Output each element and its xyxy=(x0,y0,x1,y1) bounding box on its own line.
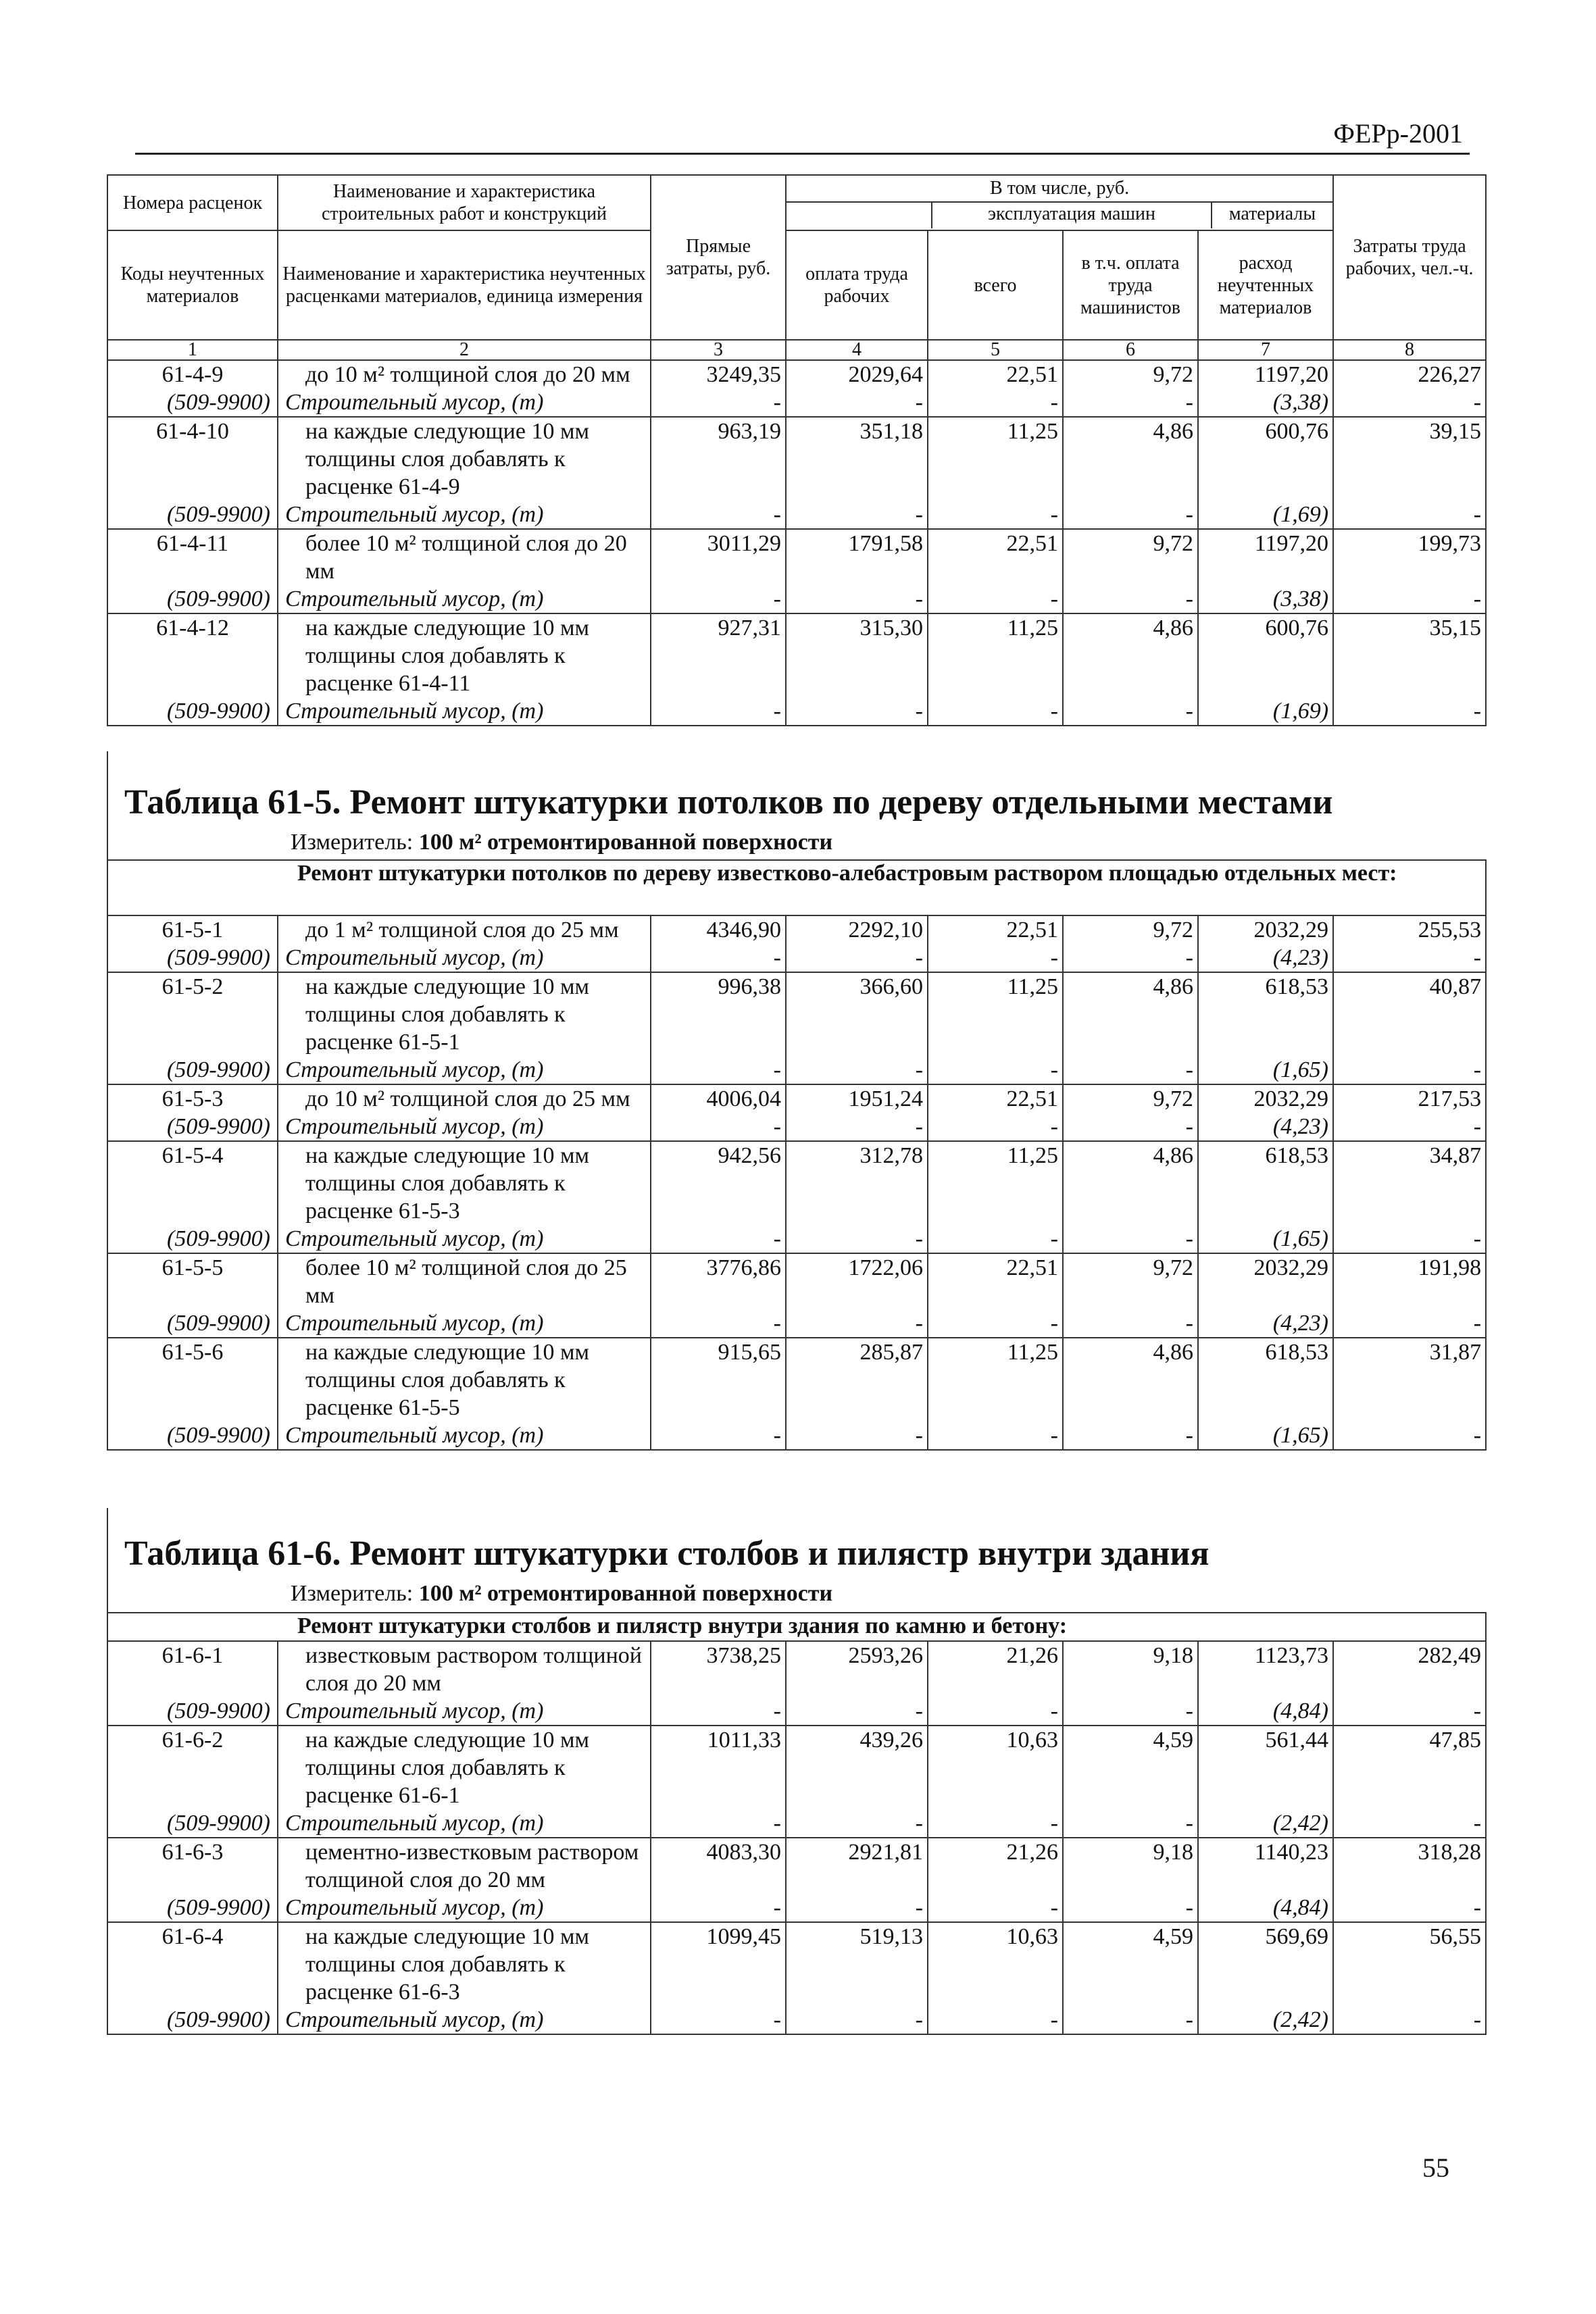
material-cell-hours: - xyxy=(1333,1056,1486,1084)
material-cell-labor: - xyxy=(786,1225,928,1253)
cell-code: 61-4-10 xyxy=(107,417,278,501)
material-cell-mach_labor: - xyxy=(1063,1056,1198,1084)
cell-labor: 315,30 xyxy=(786,613,928,697)
material-cell-mat: (1,65) xyxy=(1198,1422,1333,1450)
material-cell-mach: - xyxy=(928,697,1063,726)
measure-label: Измеритель: xyxy=(291,830,414,855)
material-cell-name: Строительный мусор, (т) xyxy=(278,697,651,726)
material-cell-mach: - xyxy=(928,2006,1063,2034)
measure-value: 100 м² отремонтированной поверхности xyxy=(418,1581,833,1606)
cell-mach_labor: 4,59 xyxy=(1063,1922,1198,2006)
cell-code: 61-5-5 xyxy=(107,1253,278,1309)
material-row xyxy=(107,501,1486,529)
cell-mat: 569,69 xyxy=(1198,1922,1333,2006)
material-cell-mach: - xyxy=(928,1113,1063,1141)
material-cell-mach_labor: - xyxy=(1063,501,1198,529)
hdr-machines: эксплуатация машин xyxy=(931,203,1212,228)
material-cell-name: Строительный мусор, (т) xyxy=(278,944,651,972)
material-cell-direct: - xyxy=(651,697,786,726)
measure-label: Измеритель: xyxy=(291,1581,414,1606)
section-title-61-5: Таблица 61-5. Ремонт штукатурки потолков по дереву отдельными местами xyxy=(124,783,1333,822)
material-cell-direct: - xyxy=(651,1225,786,1253)
material-cell-mach_labor: - xyxy=(1063,1809,1198,1838)
material-cell-name: Строительный мусор, (т) xyxy=(278,2006,651,2034)
material-cell-direct: - xyxy=(651,1422,786,1450)
page-header xyxy=(135,115,1470,155)
rates-table-61-6 xyxy=(107,1612,1487,2035)
cell-labor: 1722,06 xyxy=(786,1253,928,1309)
material-cell-direct: - xyxy=(651,1056,786,1084)
cell-mach: 11,25 xyxy=(928,972,1063,1056)
cell-direct: 4006,04 xyxy=(651,1084,786,1113)
cell-mach_labor: 9,72 xyxy=(1063,360,1198,388)
group-heading: Ремонт штукатурки потолков по дереву известково-алебастровым раствором площадью отдельных мест: xyxy=(107,860,1486,915)
cell-mach: 21,26 xyxy=(928,1641,1063,1697)
material-row xyxy=(107,944,1486,972)
cell-mach_labor: 9,72 xyxy=(1063,1084,1198,1113)
material-cell-name: Строительный мусор, (т) xyxy=(278,1422,651,1450)
cell-name: на каждые следующие 10 мм толщины слоя добавлять к расценке 61-6-1 xyxy=(278,1726,651,1809)
material-cell-mach: - xyxy=(928,1056,1063,1084)
material-cell-direct: - xyxy=(651,1113,786,1141)
material-cell-hours: - xyxy=(1333,944,1486,972)
table-header xyxy=(107,175,1486,360)
rate-row xyxy=(107,1838,1486,1894)
material-cell-labor: - xyxy=(786,585,928,613)
cell-name: до 10 м² толщиной слоя до 20 мм xyxy=(278,360,651,388)
material-cell-mach: - xyxy=(928,944,1063,972)
hdr-worker-pay: оплата труда рабочих xyxy=(786,230,928,340)
cell-mach: 11,25 xyxy=(928,1141,1063,1225)
rate-row xyxy=(107,417,1486,501)
cell-mach_labor: 4,86 xyxy=(1063,417,1198,501)
material-cell-mach: - xyxy=(928,1894,1063,1922)
material-cell-mach_labor: - xyxy=(1063,1113,1198,1141)
cell-mat: 618,53 xyxy=(1198,972,1333,1056)
cell-code: 61-4-12 xyxy=(107,613,278,697)
cell-direct: 4083,30 xyxy=(651,1838,786,1894)
col-number: 7 xyxy=(1198,340,1333,360)
material-cell-mach_labor: - xyxy=(1063,697,1198,726)
material-cell-direct: - xyxy=(651,1697,786,1726)
cell-hours: 31,87 xyxy=(1333,1338,1486,1422)
group-heading: Ремонт штукатурки столбов и пилястр внутри здания по камню и бетону: xyxy=(107,1613,1486,1641)
material-cell-direct: - xyxy=(651,1309,786,1338)
material-cell-mach_labor: - xyxy=(1063,388,1198,417)
material-cell-labor: - xyxy=(786,1697,928,1726)
material-cell-mach_labor: - xyxy=(1063,1697,1198,1726)
cell-labor: 439,26 xyxy=(786,1726,928,1809)
cell-mat: 1197,20 xyxy=(1198,360,1333,388)
material-cell-labor: - xyxy=(786,1113,928,1141)
rate-row xyxy=(107,915,1486,944)
col-number: 8 xyxy=(1333,340,1486,360)
cell-mach_labor: 4,59 xyxy=(1063,1726,1198,1809)
cell-mach: 10,63 xyxy=(928,1726,1063,1809)
material-cell-name: Строительный мусор, (т) xyxy=(278,1056,651,1084)
material-cell-name: Строительный мусор, (т) xyxy=(278,1113,651,1141)
cell-mat: 1123,73 xyxy=(1198,1641,1333,1697)
col-number: 6 xyxy=(1063,340,1198,360)
material-cell-mat: (3,38) xyxy=(1198,388,1333,417)
material-cell-hours: - xyxy=(1333,1894,1486,1922)
cell-mach_labor: 9,18 xyxy=(1063,1641,1198,1697)
material-cell-code: (509-9900) xyxy=(107,944,278,972)
section-measure-61-5 xyxy=(291,830,832,855)
material-cell-labor: - xyxy=(786,1309,928,1338)
cell-labor: 351,18 xyxy=(786,417,928,501)
material-cell-code: (509-9900) xyxy=(107,501,278,529)
cell-mach_labor: 9,72 xyxy=(1063,915,1198,944)
hdr-col1-top: Номера расценок xyxy=(107,175,278,230)
cell-code: 61-6-3 xyxy=(107,1838,278,1894)
material-cell-name: Строительный мусор, (т) xyxy=(278,1809,651,1838)
material-cell-labor: - xyxy=(786,2006,928,2034)
material-cell-labor: - xyxy=(786,501,928,529)
cell-mach: 22,51 xyxy=(928,1253,1063,1309)
material-cell-mat: (4,23) xyxy=(1198,1113,1333,1141)
cell-name: до 10 м² толщиной слоя до 25 мм xyxy=(278,1084,651,1113)
material-cell-mach_labor: - xyxy=(1063,1894,1198,1922)
material-cell-name: Строительный мусор, (т) xyxy=(278,388,651,417)
cell-direct: 4346,90 xyxy=(651,915,786,944)
rates-table-61-4 xyxy=(107,174,1487,726)
cell-labor: 2593,26 xyxy=(786,1641,928,1697)
material-cell-mat: (1,69) xyxy=(1198,697,1333,726)
cell-mach_labor: 9,72 xyxy=(1063,529,1198,585)
material-cell-mach_labor: - xyxy=(1063,944,1198,972)
cell-code: 61-6-2 xyxy=(107,1726,278,1809)
material-cell-mach_labor: - xyxy=(1063,1225,1198,1253)
material-cell-mach_labor: - xyxy=(1063,585,1198,613)
cell-direct: 1099,45 xyxy=(651,1922,786,2006)
cell-name: на каждые следующие 10 мм толщины слоя добавлять к расценке 61-5-3 xyxy=(278,1141,651,1225)
material-cell-code: (509-9900) xyxy=(107,1894,278,1922)
material-cell-mat: (4,84) xyxy=(1198,1697,1333,1726)
cell-hours: 226,27 xyxy=(1333,360,1486,388)
material-row xyxy=(107,1894,1486,1922)
material-cell-name: Строительный мусор, (т) xyxy=(278,1309,651,1338)
cell-direct: 927,31 xyxy=(651,613,786,697)
cell-mach_labor: 9,72 xyxy=(1063,1253,1198,1309)
material-row xyxy=(107,1697,1486,1726)
material-row xyxy=(107,1225,1486,1253)
material-cell-name: Строительный мусор, (т) xyxy=(278,585,651,613)
cell-name: более 10 м² толщиной слоя до 25 мм xyxy=(278,1253,651,1309)
hdr-worker-hours: Затраты труда рабочих, чел.-ч. xyxy=(1333,175,1486,340)
material-cell-name: Строительный мусор, (т) xyxy=(278,1697,651,1726)
material-row xyxy=(107,1422,1486,1450)
hdr-incl xyxy=(786,175,1333,230)
measure-value: 100 м² отремонтированной поверхности xyxy=(418,830,833,855)
material-cell-mach: - xyxy=(928,1225,1063,1253)
rate-row xyxy=(107,1726,1486,1809)
hdr-machinists-pay: в т.ч. оплата труда машинистов xyxy=(1063,230,1198,340)
material-cell-labor: - xyxy=(786,1809,928,1838)
cell-mat: 1197,20 xyxy=(1198,529,1333,585)
material-cell-code: (509-9900) xyxy=(107,1056,278,1084)
material-cell-labor: - xyxy=(786,944,928,972)
cell-hours: 217,53 xyxy=(1333,1084,1486,1113)
cell-labor: 2921,81 xyxy=(786,1838,928,1894)
material-row xyxy=(107,2006,1486,2034)
cell-mat: 561,44 xyxy=(1198,1726,1333,1809)
col-number: 4 xyxy=(786,340,928,360)
rate-row xyxy=(107,613,1486,697)
cell-mach_labor: 4,86 xyxy=(1063,972,1198,1056)
cell-name: известковым раствором толщиной слоя до 20 мм xyxy=(278,1641,651,1697)
material-cell-labor: - xyxy=(786,1422,928,1450)
cell-name: более 10 м² толщиной слоя до 20 мм xyxy=(278,529,651,585)
col-number: 1 xyxy=(107,340,278,360)
rate-row xyxy=(107,1084,1486,1113)
cell-hours: 34,87 xyxy=(1333,1141,1486,1225)
material-cell-direct: - xyxy=(651,1894,786,1922)
cell-direct: 996,38 xyxy=(651,972,786,1056)
section-title-61-6: Таблица 61-6. Ремонт штукатурки столбов и пилястр внутри здания xyxy=(124,1534,1210,1573)
material-cell-mat: (4,23) xyxy=(1198,1309,1333,1338)
cell-direct: 942,56 xyxy=(651,1141,786,1225)
cell-mat: 1140,23 xyxy=(1198,1838,1333,1894)
material-row xyxy=(107,1113,1486,1141)
cell-direct: 3738,25 xyxy=(651,1641,786,1697)
material-row xyxy=(107,1056,1486,1084)
material-cell-labor: - xyxy=(786,388,928,417)
cell-code: 61-6-4 xyxy=(107,1922,278,2006)
material-cell-mat: (3,38) xyxy=(1198,585,1333,613)
material-row xyxy=(107,1309,1486,1338)
material-cell-direct: - xyxy=(651,944,786,972)
material-cell-labor: - xyxy=(786,697,928,726)
material-cell-code: (509-9900) xyxy=(107,1225,278,1253)
rate-row xyxy=(107,972,1486,1056)
table-body xyxy=(107,1641,1486,2034)
material-cell-labor: - xyxy=(786,1056,928,1084)
hdr-col2-top: Наименование и характеристика строительных работ и конструкций xyxy=(278,175,651,230)
material-cell-direct: - xyxy=(651,501,786,529)
cell-code: 61-5-3 xyxy=(107,1084,278,1113)
cell-mach: 22,51 xyxy=(928,529,1063,585)
material-cell-code: (509-9900) xyxy=(107,1697,278,1726)
material-cell-hours: - xyxy=(1333,1309,1486,1338)
material-cell-direct: - xyxy=(651,585,786,613)
cell-direct: 963,19 xyxy=(651,417,786,501)
material-cell-code: (509-9900) xyxy=(107,1422,278,1450)
cell-mach: 11,25 xyxy=(928,613,1063,697)
cell-name: на каждые следующие 10 мм толщины слоя добавлять к расценке 61-6-3 xyxy=(278,1922,651,2006)
material-cell-name: Строительный мусор, (т) xyxy=(278,1225,651,1253)
cell-direct: 3249,35 xyxy=(651,360,786,388)
material-cell-mat: (4,84) xyxy=(1198,1894,1333,1922)
cell-mat: 2032,29 xyxy=(1198,1253,1333,1309)
material-cell-code: (509-9900) xyxy=(107,2006,278,2034)
hdr-col2-bottom: Наименование и характеристика неучтенных расценками материалов, единица измерения xyxy=(278,230,651,340)
material-cell-mach_labor: - xyxy=(1063,1309,1198,1338)
table-body xyxy=(107,915,1486,1450)
cell-mach: 11,25 xyxy=(928,1338,1063,1422)
cell-name: до 1 м² толщиной слоя до 25 мм xyxy=(278,915,651,944)
material-cell-hours: - xyxy=(1333,1113,1486,1141)
hdr-col1-bottom: Коды неучтенных материалов xyxy=(107,230,278,340)
cell-code: 61-5-4 xyxy=(107,1141,278,1225)
material-cell-labor: - xyxy=(786,1894,928,1922)
hdr-incl-label: В том числе, руб. xyxy=(787,177,1332,203)
cell-hours: 35,15 xyxy=(1333,613,1486,697)
cell-mat: 2032,29 xyxy=(1198,915,1333,944)
cell-code: 61-5-2 xyxy=(107,972,278,1056)
cell-direct: 3776,86 xyxy=(651,1253,786,1309)
cell-direct: 1011,33 xyxy=(651,1726,786,1809)
material-cell-mat: (1,65) xyxy=(1198,1225,1333,1253)
material-cell-direct: - xyxy=(651,1809,786,1838)
cell-labor: 2029,64 xyxy=(786,360,928,388)
cell-mat: 2032,29 xyxy=(1198,1084,1333,1113)
cell-code: 61-5-6 xyxy=(107,1338,278,1422)
material-cell-hours: - xyxy=(1333,585,1486,613)
cell-mach_labor: 4,86 xyxy=(1063,613,1198,697)
cell-hours: 47,85 xyxy=(1333,1726,1486,1809)
material-cell-hours: - xyxy=(1333,697,1486,726)
cell-code: 61-4-9 xyxy=(107,360,278,388)
cell-mach_labor: 4,86 xyxy=(1063,1141,1198,1225)
material-cell-hours: - xyxy=(1333,1697,1486,1726)
cell-mat: 618,53 xyxy=(1198,1338,1333,1422)
material-cell-code: (509-9900) xyxy=(107,1809,278,1838)
cell-labor: 519,13 xyxy=(786,1922,928,2006)
material-cell-direct: - xyxy=(651,2006,786,2034)
cell-hours: 318,28 xyxy=(1333,1838,1486,1894)
cell-hours: 282,49 xyxy=(1333,1641,1486,1697)
material-row xyxy=(107,388,1486,417)
material-row xyxy=(107,585,1486,613)
material-cell-code: (509-9900) xyxy=(107,1309,278,1338)
cell-mach: 22,51 xyxy=(928,915,1063,944)
material-cell-code: (509-9900) xyxy=(107,1113,278,1141)
cell-labor: 1791,58 xyxy=(786,529,928,585)
material-cell-mat: (1,65) xyxy=(1198,1056,1333,1084)
cell-direct: 3011,29 xyxy=(651,529,786,585)
hdr-unaccounted-materials: расход неучтенных материалов xyxy=(1198,230,1333,340)
cell-hours: 255,53 xyxy=(1333,915,1486,944)
material-cell-code: (509-9900) xyxy=(107,388,278,417)
material-cell-code: (509-9900) xyxy=(107,697,278,726)
material-cell-mach: - xyxy=(928,1422,1063,1450)
cell-hours: 39,15 xyxy=(1333,417,1486,501)
rate-row xyxy=(107,1922,1486,2006)
cell-name: на каждые следующие 10 мм толщины слоя добавлять к расценке 61-5-5 xyxy=(278,1338,651,1422)
cell-mach_labor: 9,18 xyxy=(1063,1838,1198,1894)
material-cell-name: Строительный мусор, (т) xyxy=(278,501,651,529)
cell-mach: 11,25 xyxy=(928,417,1063,501)
material-cell-hours: - xyxy=(1333,388,1486,417)
material-cell-hours: - xyxy=(1333,1225,1486,1253)
rate-row xyxy=(107,360,1486,388)
material-cell-name: Строительный мусор, (т) xyxy=(278,1894,651,1922)
cell-mach: 10,63 xyxy=(928,1922,1063,2006)
section-measure-61-6 xyxy=(291,1581,832,1607)
cell-name: на каждые следующие 10 мм толщины слоя добавлять к расценке 61-5-1 xyxy=(278,972,651,1056)
material-cell-mach: - xyxy=(928,1697,1063,1726)
material-row xyxy=(107,1809,1486,1838)
cell-direct: 915,65 xyxy=(651,1338,786,1422)
hdr-materials: материалы xyxy=(1228,203,1316,224)
cell-hours: 199,73 xyxy=(1333,529,1486,585)
cell-labor: 1951,24 xyxy=(786,1084,928,1113)
cell-hours: 191,98 xyxy=(1333,1253,1486,1309)
cell-labor: 285,87 xyxy=(786,1338,928,1422)
cell-mach_labor: 4,86 xyxy=(1063,1338,1198,1422)
col-number: 5 xyxy=(928,340,1063,360)
cell-name: на каждые следующие 10 мм толщины слоя добавлять к расценке 61-4-11 xyxy=(278,613,651,697)
cell-mat: 600,76 xyxy=(1198,613,1333,697)
cell-mat: 600,76 xyxy=(1198,417,1333,501)
material-cell-hours: - xyxy=(1333,1422,1486,1450)
cell-hours: 40,87 xyxy=(1333,972,1486,1056)
hdr-machines-total: всего xyxy=(928,230,1063,340)
rate-row xyxy=(107,1141,1486,1225)
material-cell-hours: - xyxy=(1333,1809,1486,1838)
material-cell-mat: (1,69) xyxy=(1198,501,1333,529)
cell-labor: 366,60 xyxy=(786,972,928,1056)
material-cell-mach: - xyxy=(928,501,1063,529)
rates-table-61-5 xyxy=(107,859,1487,1451)
material-cell-direct: - xyxy=(651,388,786,417)
material-cell-mat: (2,42) xyxy=(1198,1809,1333,1838)
cell-labor: 312,78 xyxy=(786,1141,928,1225)
material-cell-mach: - xyxy=(928,1809,1063,1838)
col-number: 2 xyxy=(278,340,651,360)
cell-name: на каждые следующие 10 мм толщины слоя добавлять к расценке 61-4-9 xyxy=(278,417,651,501)
table-body xyxy=(107,360,1486,726)
col-number: 3 xyxy=(651,340,786,360)
cell-mach: 22,51 xyxy=(928,1084,1063,1113)
material-cell-hours: - xyxy=(1333,2006,1486,2034)
cell-labor: 2292,10 xyxy=(786,915,928,944)
cell-code: 61-5-1 xyxy=(107,915,278,944)
rate-row xyxy=(107,529,1486,585)
cell-mach: 22,51 xyxy=(928,360,1063,388)
page-number: 55 xyxy=(1422,2153,1449,2183)
cell-code: 61-6-1 xyxy=(107,1641,278,1697)
cell-hours: 56,55 xyxy=(1333,1922,1486,2006)
cell-mat: 618,53 xyxy=(1198,1141,1333,1225)
material-cell-code: (509-9900) xyxy=(107,585,278,613)
material-cell-mach: - xyxy=(928,388,1063,417)
material-cell-hours: - xyxy=(1333,501,1486,529)
material-cell-mach: - xyxy=(928,1309,1063,1338)
cell-mach: 21,26 xyxy=(928,1838,1063,1894)
material-cell-mach_labor: - xyxy=(1063,1422,1198,1450)
cell-code: 61-4-11 xyxy=(107,529,278,585)
material-cell-mat: (4,23) xyxy=(1198,944,1333,972)
material-cell-mat: (2,42) xyxy=(1198,2006,1333,2034)
rate-row xyxy=(107,1338,1486,1422)
doc-code: ФЕРр-2001 xyxy=(1333,118,1463,149)
rate-row xyxy=(107,1641,1486,1697)
material-cell-mach_labor: - xyxy=(1063,2006,1198,2034)
hdr-direct-costs: Прямые затраты, руб. xyxy=(651,175,786,340)
rate-row xyxy=(107,1253,1486,1309)
cell-name: цементно-известковым раствором толщиной слоя до 20 мм xyxy=(278,1838,651,1894)
material-row xyxy=(107,697,1486,726)
material-cell-mach: - xyxy=(928,585,1063,613)
